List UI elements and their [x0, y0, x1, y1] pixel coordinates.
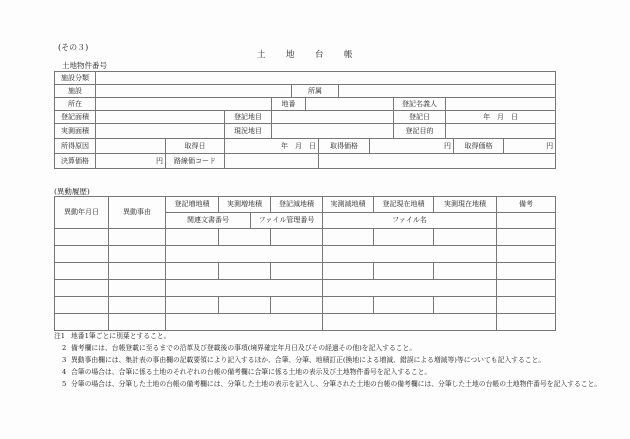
note-number: 2: [62, 344, 67, 352]
location-label: 所在: [55, 98, 96, 111]
note-number: 注1: [54, 332, 66, 340]
land-register-table: [54, 71, 556, 169]
acquisition-price-label-1: 取得価格: [319, 139, 370, 154]
change-date-cell[interactable]: [55, 246, 109, 263]
acquisition-date-label: 取得日: [166, 139, 225, 154]
form-number: (その３): [58, 43, 89, 52]
col-reg-decrease: 登記減地積: [271, 197, 323, 213]
remarks-cell[interactable]: [497, 314, 556, 331]
note-text: 備考欄には、台帳登載に至るまでの沿革及び登載後の事項(境界確定年月日及びその経過その他)を記入すること。: [71, 344, 417, 352]
title-char: 台: [315, 50, 324, 60]
related-doc-file-mgmt-cell[interactable]: [166, 314, 323, 331]
title-char: 地: [286, 50, 295, 60]
col-reg-increase: 登記増地積: [166, 197, 219, 213]
blank-cell: [319, 154, 556, 169]
history-row-sub: [55, 280, 556, 297]
affiliation-label: 所属: [292, 85, 339, 98]
surveyed-area-field[interactable]: [96, 124, 225, 139]
registered-land-category-label: 登記地目: [225, 111, 272, 124]
current-land-category-label: 現況地目: [225, 124, 272, 139]
registered-owner-label: 登記名義人: [394, 98, 446, 111]
history-row: [55, 263, 556, 280]
remarks-cell[interactable]: [497, 263, 556, 280]
registered-area-label: 登記面積: [55, 111, 96, 124]
col-reg-current: 登記現在地積: [374, 197, 434, 213]
lot-number-label: 地番: [272, 98, 306, 111]
change-reason-cell[interactable]: [109, 246, 166, 263]
registered-land-category-field[interactable]: [272, 111, 394, 124]
col-survey-current: 実測現在地積: [434, 197, 497, 213]
survey-decrease-cell[interactable]: [323, 263, 374, 280]
reg-decrease-cell[interactable]: [271, 263, 323, 280]
registration-purpose-field[interactable]: [446, 124, 556, 139]
note-item: [54, 331, 614, 342]
location-field[interactable]: [96, 98, 272, 111]
note-text: 合筆の場合は、合筆に係る土地のそれぞれの台帳の備考欄に合筆に係る土地の表示及び土地物件番号を記入すること。: [71, 368, 432, 376]
col-survey-decrease: 実測減地積: [323, 197, 374, 213]
reg-increase-cell[interactable]: [166, 263, 219, 280]
col-remarks-sub: [497, 213, 556, 229]
reg-current-cell[interactable]: [374, 263, 434, 280]
note-text: 分筆の場合は、分筆した土地の台帳の備考欄には、分筆した土地の表示を記入し、分筆された土地の台帳の備考欄には、分筆した土地の台帳の土地物件番号を記入すること。: [71, 380, 602, 388]
title-char: 土: [257, 50, 266, 60]
facility-label: 施設: [55, 85, 96, 98]
notes-section: [54, 331, 614, 391]
reg-current-cell[interactable]: [374, 297, 434, 314]
survey-current-cell[interactable]: [434, 229, 497, 246]
note-text: 地番1筆ごとに別葉とすること。: [71, 332, 171, 340]
change-date-cell[interactable]: [55, 297, 109, 314]
reg-increase-cell[interactable]: [166, 297, 219, 314]
acquisition-reason-label: 所得原因: [55, 139, 96, 154]
current-land-category-field[interactable]: [272, 124, 394, 139]
survey-decrease-cell[interactable]: [323, 229, 374, 246]
note-number: 4: [62, 368, 67, 376]
page-title: [257, 48, 373, 60]
col-remarks: 備考: [497, 197, 556, 213]
reg-current-cell[interactable]: [374, 229, 434, 246]
note-item: [54, 343, 614, 354]
remarks-cell[interactable]: [497, 297, 556, 314]
survey-increase-cell[interactable]: [219, 297, 271, 314]
change-date-cell[interactable]: [55, 263, 109, 280]
related-doc-file-mgmt-cell[interactable]: [166, 246, 323, 263]
col-change-reason: 異動事由: [109, 197, 166, 229]
route-price-code-label: 路線価コード: [166, 154, 225, 169]
acquisition-date-field[interactable]: 年 月 日: [225, 139, 319, 154]
lot-number-field[interactable]: [306, 98, 394, 111]
property-number-label: 土地物件番号: [62, 61, 107, 70]
note-item: [54, 355, 614, 366]
col-change-date: 異動年月日: [55, 197, 109, 229]
file-name-cell[interactable]: [323, 280, 497, 297]
note-item: [54, 367, 614, 378]
file-name-cell[interactable]: [323, 246, 497, 263]
file-name-cell[interactable]: [323, 314, 497, 331]
col-related-doc-no: 関連文書番号: [166, 213, 251, 229]
change-reason-cell[interactable]: [109, 229, 166, 246]
note-number: 5: [62, 380, 67, 388]
settlement-price-label: 決算価格: [55, 154, 96, 169]
survey-increase-cell[interactable]: [219, 263, 271, 280]
facility-category-label: 施設分類: [55, 72, 96, 85]
registration-date-label: 登記日: [394, 111, 446, 124]
surveyed-area-label: 実測面積: [55, 124, 96, 139]
registration-purpose-label: 登記目的: [394, 124, 446, 139]
history-section-label: (異動履歴): [54, 187, 90, 196]
note-text: 異動事由欄には、集計表の事由欄の記載要領により記入するほか、合筆、分筆、地積訂正(換地による増減、錯誤による増減等)等についても記入すること。: [71, 356, 546, 364]
acquisition-price-field-2[interactable]: 円: [504, 139, 556, 154]
history-row: [55, 229, 556, 246]
registered-owner-field[interactable]: [446, 98, 556, 111]
change-reason-cell[interactable]: [109, 297, 166, 314]
reg-decrease-cell[interactable]: [271, 297, 323, 314]
survey-current-cell[interactable]: [434, 297, 497, 314]
survey-decrease-cell[interactable]: [323, 297, 374, 314]
facility-category-field[interactable]: [96, 72, 556, 85]
registration-date-field[interactable]: 年 月 日: [446, 111, 556, 124]
reg-increase-cell[interactable]: [166, 229, 219, 246]
history-row: [55, 297, 556, 314]
note-item: [54, 379, 614, 390]
col-file-mgmt-no: ファイル管理番号: [251, 213, 323, 229]
history-row-sub: [55, 246, 556, 263]
title-char: 帳: [344, 50, 353, 60]
settlement-price-field[interactable]: 円: [96, 154, 166, 169]
change-history-table: [54, 196, 556, 331]
route-price-code-field[interactable]: [225, 154, 319, 169]
remarks-cell[interactable]: [497, 229, 556, 246]
acquisition-price-label-2: 取得価格: [454, 139, 504, 154]
registered-area-field[interactable]: [96, 111, 225, 124]
facility-field[interactable]: [96, 85, 292, 98]
col-survey-increase: 実測増地積: [219, 197, 271, 213]
note-number: 3: [62, 356, 67, 364]
acquisition-reason-field[interactable]: [96, 139, 166, 154]
remarks-cell[interactable]: [497, 280, 556, 297]
change-reason-cell[interactable]: [109, 263, 166, 280]
related-doc-file-mgmt-cell[interactable]: [166, 280, 323, 297]
change-reason-cell[interactable]: [109, 280, 166, 297]
survey-increase-cell[interactable]: [219, 229, 271, 246]
change-date-cell[interactable]: [55, 229, 109, 246]
change-reason-cell[interactable]: [109, 314, 166, 331]
affiliation-field[interactable]: [339, 85, 556, 98]
change-date-cell[interactable]: [55, 280, 109, 297]
acquisition-price-field-1[interactable]: 円: [370, 139, 454, 154]
reg-decrease-cell[interactable]: [271, 229, 323, 246]
history-row-sub: [55, 314, 556, 331]
col-file-name: ファイル名: [323, 213, 497, 229]
remarks-cell[interactable]: [497, 246, 556, 263]
survey-current-cell[interactable]: [434, 263, 497, 280]
change-date-cell[interactable]: [55, 314, 109, 331]
